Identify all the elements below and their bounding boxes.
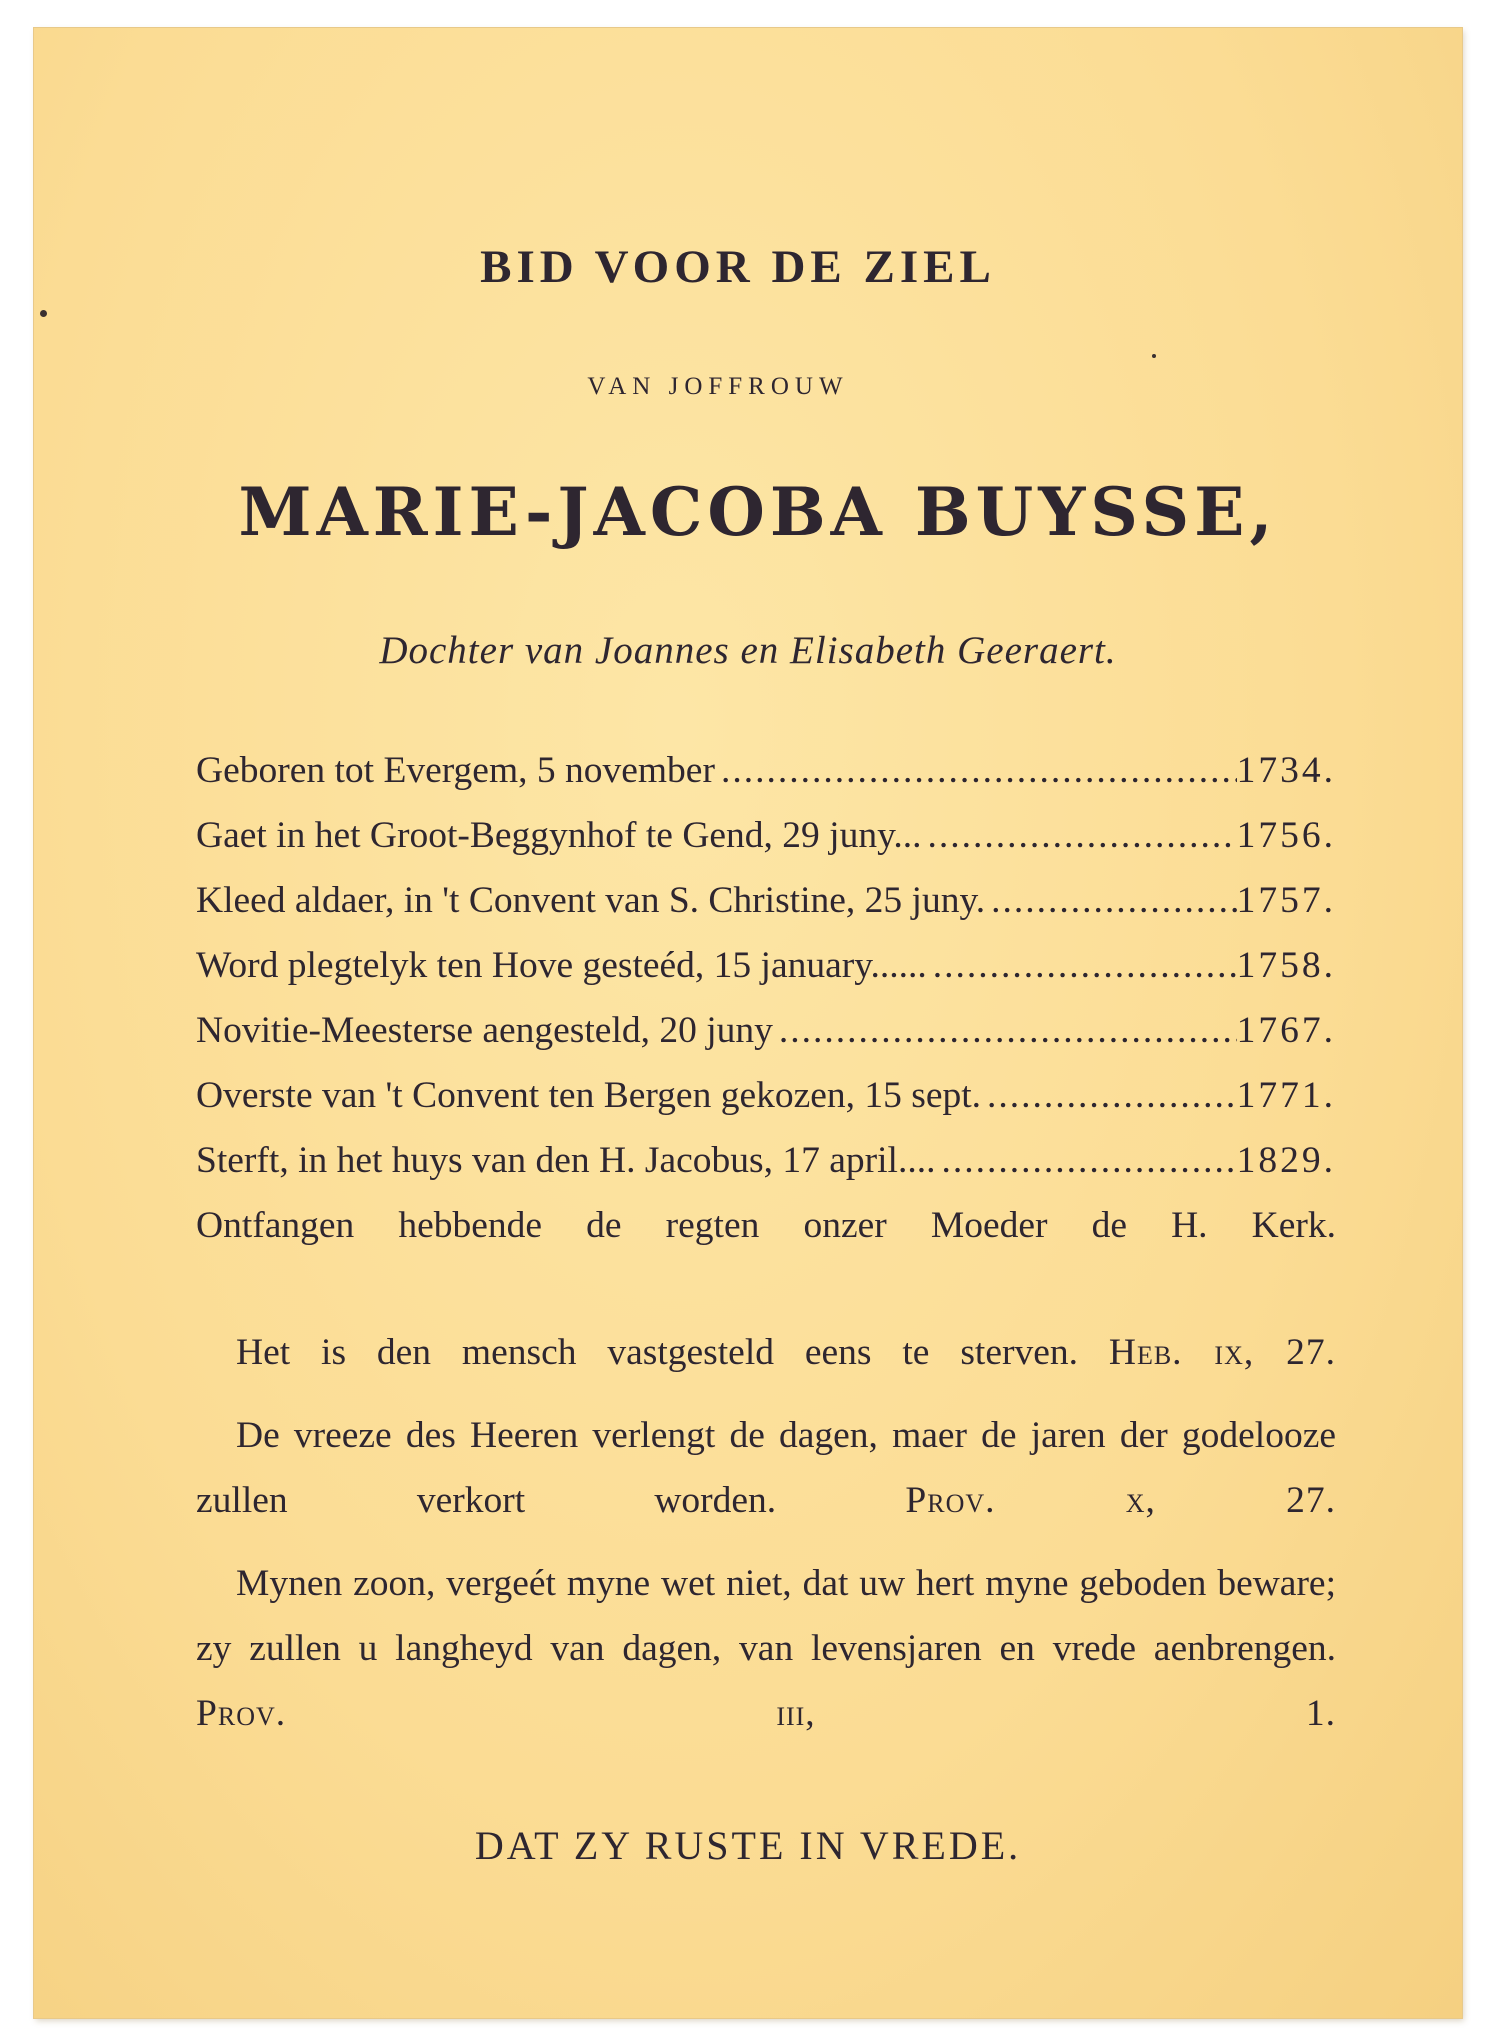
- life-event-text: Gaet in het Groot-Beggynhof te Gend, 29 juny...: [196, 815, 922, 856]
- life-event-year: 1734.: [1236, 750, 1336, 791]
- life-event-year: 1767.: [1236, 1010, 1336, 1051]
- life-event: [196, 868, 1336, 933]
- life-event-year: 1756.: [1236, 815, 1336, 856]
- verse-reference: Heb. ix, 27.: [1108, 1332, 1336, 1373]
- life-event-text: Overste van 't Convent ten Bergen gekozen, 15 sept.: [196, 1075, 982, 1116]
- verse: [196, 1403, 1336, 1533]
- life-event: [196, 803, 1336, 868]
- life-event-year: 1771.: [1236, 1075, 1336, 1116]
- verse: [196, 1551, 1336, 1746]
- life-events-list: [196, 738, 1336, 1258]
- life-event-year: 1757.: [1236, 880, 1336, 921]
- life-event-year: 1829.: [1236, 1140, 1336, 1181]
- ink-speck: [1152, 354, 1156, 358]
- scripture-verses: [196, 1320, 1336, 1764]
- closing-line: DAT ZY RUSTE IN VREDE.: [474, 1823, 1022, 1868]
- life-event-text: Kleed aldaer, in 't Convent van S. Christine, 25 juny.: [196, 880, 986, 921]
- memorial-card: [34, 28, 1462, 2018]
- dot-leader: [981, 1063, 1237, 1128]
- miss-line: VAN JOFFROUW: [587, 373, 849, 400]
- parentage-line: Dochter van Joannes en Elisabeth Geeraert.: [379, 629, 1117, 672]
- life-event: [196, 1128, 1336, 1193]
- life-event: [196, 1063, 1336, 1128]
- life-event-text: Word plegtelyk ten Hove gesteéd, 15 january......: [196, 945, 927, 986]
- dot-leader: [927, 933, 1237, 998]
- life-event: [196, 933, 1336, 998]
- life-event-text: Geboren tot Evergem, 5 november: [196, 750, 715, 791]
- life-event-text: Novitie-Meesterse aengesteld, 20 juny: [196, 1010, 773, 1051]
- life-event: [196, 998, 1336, 1063]
- verse-reference: Prov. x, 27.: [905, 1480, 1336, 1521]
- deceased-name: MARIE-JACOBA BUYSSE,: [238, 473, 1278, 551]
- ink-speck: [40, 310, 47, 317]
- dot-leader: [715, 738, 1237, 803]
- verse-text: Mynen zoon, vergeét myne wet niet, dat uw hert myne geboden beware; zy zullen u langheyd van dagen, van levensjaren en vrede aenbrengen.: [196, 1563, 1336, 1669]
- verse-text: De vreeze des Heeren verlengt de dagen, maer de jaren der godelooze zullen verkort worden.: [196, 1415, 1336, 1521]
- life-event: [196, 738, 1336, 803]
- last-rites-text: Ontfangen hebbende de regten onzer Moeder de H. Kerk.: [196, 1205, 1336, 1246]
- verse: [196, 1320, 1336, 1385]
- dot-leader: [922, 803, 1237, 868]
- dot-leader: [935, 1128, 1236, 1193]
- last-rites-line: [196, 1193, 1336, 1258]
- life-event-year: 1758.: [1236, 945, 1336, 986]
- dot-leader: [985, 868, 1236, 933]
- prayer-heading: BID VOOR DE ZIEL: [480, 241, 996, 293]
- verse-reference: Prov. iii, 1.: [196, 1693, 1336, 1734]
- dot-leader: [773, 998, 1237, 1063]
- life-event-text: Sterft, in het huys van den H. Jacobus, 17 april....: [196, 1140, 936, 1181]
- verse-text: Het is den mensch vastgesteld eens te sterven.: [236, 1332, 1078, 1373]
